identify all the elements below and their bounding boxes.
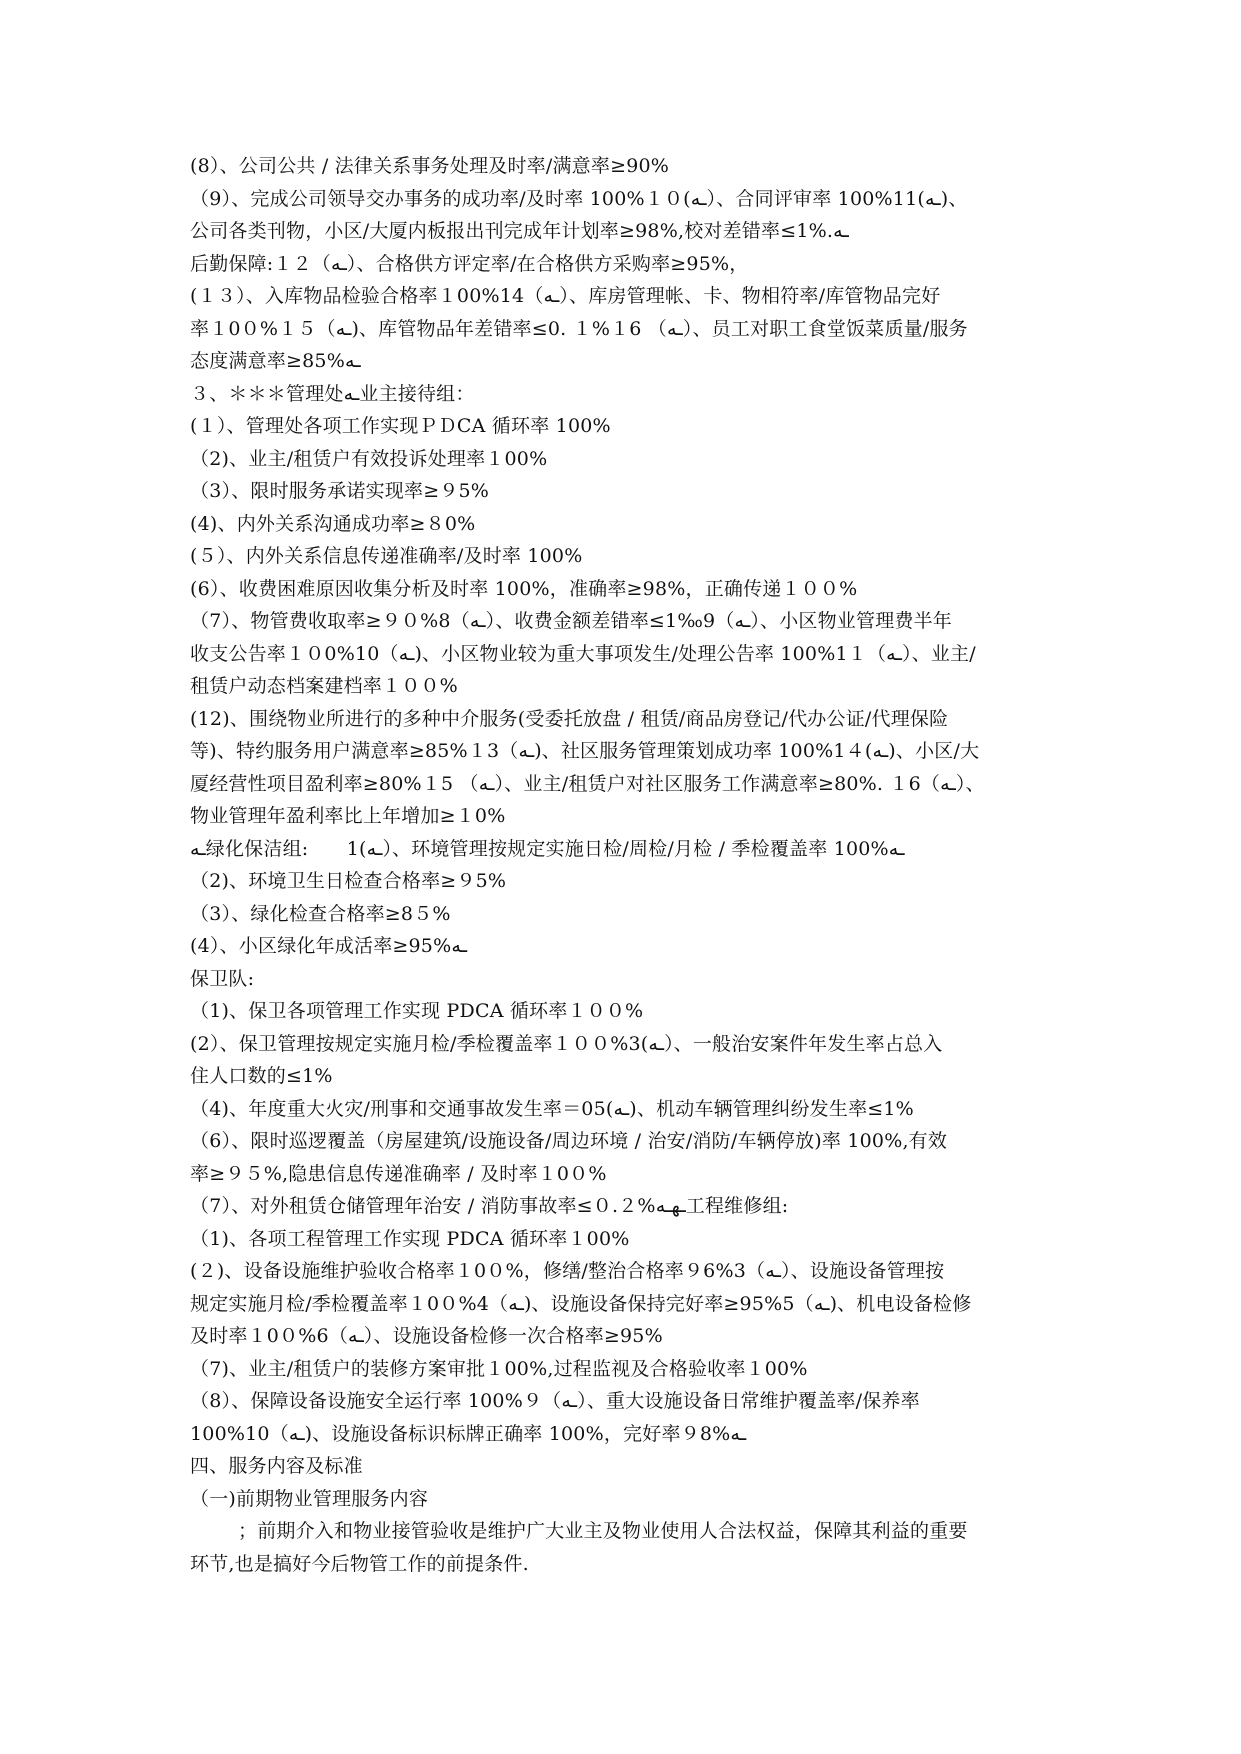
text-line: （7)、业主/租赁户的装修方案审批１00%,过程监视及合格验收率１00%	[190, 1357, 808, 1380]
section-heading: 保卫队:	[190, 967, 255, 990]
text-line: (6）、收费困难原因收集分析及时率 100%，准确率≥98%，正确传递１００%	[190, 577, 858, 600]
text-line: （3）、限时服务承诺实现率≥９5%	[190, 480, 490, 502]
subsection-heading: （一)前期物业管理服务内容	[190, 1487, 429, 1510]
text-line: （8）、保障设备设施安全运行率 100%９（ـه）、重大设施设备日常维护覆盖率/保养率	[190, 1390, 920, 1412]
paragraph-line: ；前期介入和物业接管验收是维护广大业主及物业使用人合法权益，保障其利益的重要	[238, 1520, 968, 1542]
text-line: 规定实施月检/季检覆盖率１0０%4（ـه)、设施设备保持完好率≥95%5（ـه)、机电设备检修	[190, 1292, 972, 1315]
text-line: (１３）、入库物品检验合格率１00%14（ـه）、库房管理帐、卡、物相符率/库管物品完好	[190, 285, 941, 307]
text-line: 及时率１0０%6（ـه）、设施设备检修一次合格率≥95%	[190, 1325, 663, 1347]
text-line: 物业管理年盈利率比上年增加≥１0%	[190, 805, 506, 827]
text-line: （2)、业主/租赁户有效投诉处理率１00%	[190, 447, 548, 470]
text-line: 等)、特约服务用户满意率≥85%１3（ـه)、社区服务管理策划成功率 100%1４(ـه)、小区/大	[190, 740, 980, 762]
text-line: （4)、年度重大火灾/刑事和交通事故发生率＝05(ـه)、机动车辆管理纠纷发生率≤1%	[190, 1097, 914, 1120]
text-line: 态度满意率≥85%ـه	[190, 350, 361, 372]
text-line: (2）、保卫管理按规定实施月检/季检覆盖率１００%3(ـه）、一般治安案件年发生率占总入	[190, 1032, 943, 1055]
text-line: (12)、围绕物业所进行的多种中介服务(受委托放盘 / 租赁/商品房登记/代办公证/代理保险	[190, 707, 949, 730]
text-line: 后勤保障:１２（ـه）、合格供方评定率/在合格供方采购率≥95%，	[190, 252, 749, 275]
text-line: 收支公告率１０0%10（ـه)、小区物业较为重大事项发生/处理公告率 100%1１（ـه）、业主/	[190, 642, 976, 665]
text-line: 率１0０%１５（ـه)、库管物品年差错率≤0. １%１6 （ـه）、员工对职工食堂饭菜质量/服务	[190, 317, 968, 340]
text-line: 率≥９５%,隐患信息传递准确率 / 及时率１0０%	[190, 1162, 607, 1185]
text-line: (５）、内外关系信息传递准确率/及时率 100%	[190, 545, 583, 567]
text-line: (4)、内外关系沟通成功率≥８0%	[190, 512, 476, 535]
text-line: (4）、小区绿化年成活率≥95%ـه	[190, 935, 468, 957]
text-line: 厦经营性项目盈利率≥80%１5 （ـه）、业主/租赁户对社区服务工作满意率≥80%. １6（ـه）、	[190, 772, 985, 795]
text-line: (8）、公司公共 / 法律关系事务处理及时率/满意率≥90%	[190, 155, 670, 177]
text-line: 100%10（ـه)、设施设备标识标牌正确率 100%，完好率９8%ـه	[190, 1422, 747, 1445]
text-line: （1)、保卫各项管理工作实现 PDCA 循环率１００%	[190, 1000, 644, 1022]
text-line: （1)、各项工程管理工作实现 PDCA 循环率１00%	[190, 1227, 630, 1250]
section-heading: 四、服务内容及标准	[190, 1455, 363, 1477]
text-line: ـه绿化保洁组: 1(ـه）、环境管理按规定实施日检/周检/月检 / 季检覆盖率 100%ـه	[190, 837, 905, 860]
text-line: 住人口数的≤1%	[190, 1065, 333, 1087]
text-line: （7）、物管费收取率≥９０%8（ـه）、收费金额差错率≤1‰9（ـه）、小区物业管理费半年	[190, 610, 952, 632]
text-line: （6）、限时巡逻覆盖（房屋建筑/设施设备/周边环境 / 治安/消防/车辆停放)率 100%,有效	[190, 1130, 948, 1152]
text-line: （7）、对外租赁仓储管理年治安 / 消防事故率≤０.２%ـهـه工程维修组:	[190, 1195, 789, 1217]
text-line: （2)、环境卫生日检查合格率≥９5%	[190, 870, 507, 892]
text-line: (１）、管理处各项工作实现ＰＤCA 循环率 100%	[190, 415, 611, 437]
text-line: （9）、完成公司领导交办事务的成功率/及时率 100%１０(ـه）、合同评审率 100%11(ـه)、	[190, 187, 968, 210]
text-line: (２)、设备设施维护验收合格率１0０%，修缮/整治合格率９6%3（ـه）、设施设备管理按	[190, 1260, 945, 1282]
text-line: 租赁户动态档案建档率１００%	[190, 675, 458, 697]
paragraph-line: 环节,也是搞好今后物管工作的前提条件.	[190, 1552, 529, 1575]
section-heading: ３、＊＊＊管理处ـه业主接待组：	[190, 382, 475, 405]
document-body	[190, 150, 1060, 1580]
text-line: 公司各类刊物，小区/大厦内板报出刊完成年计划率≥98%,校对差错率≤1%.ـه	[190, 220, 849, 242]
text-line: （3）、绿化检查合格率≥8５%	[190, 902, 451, 925]
